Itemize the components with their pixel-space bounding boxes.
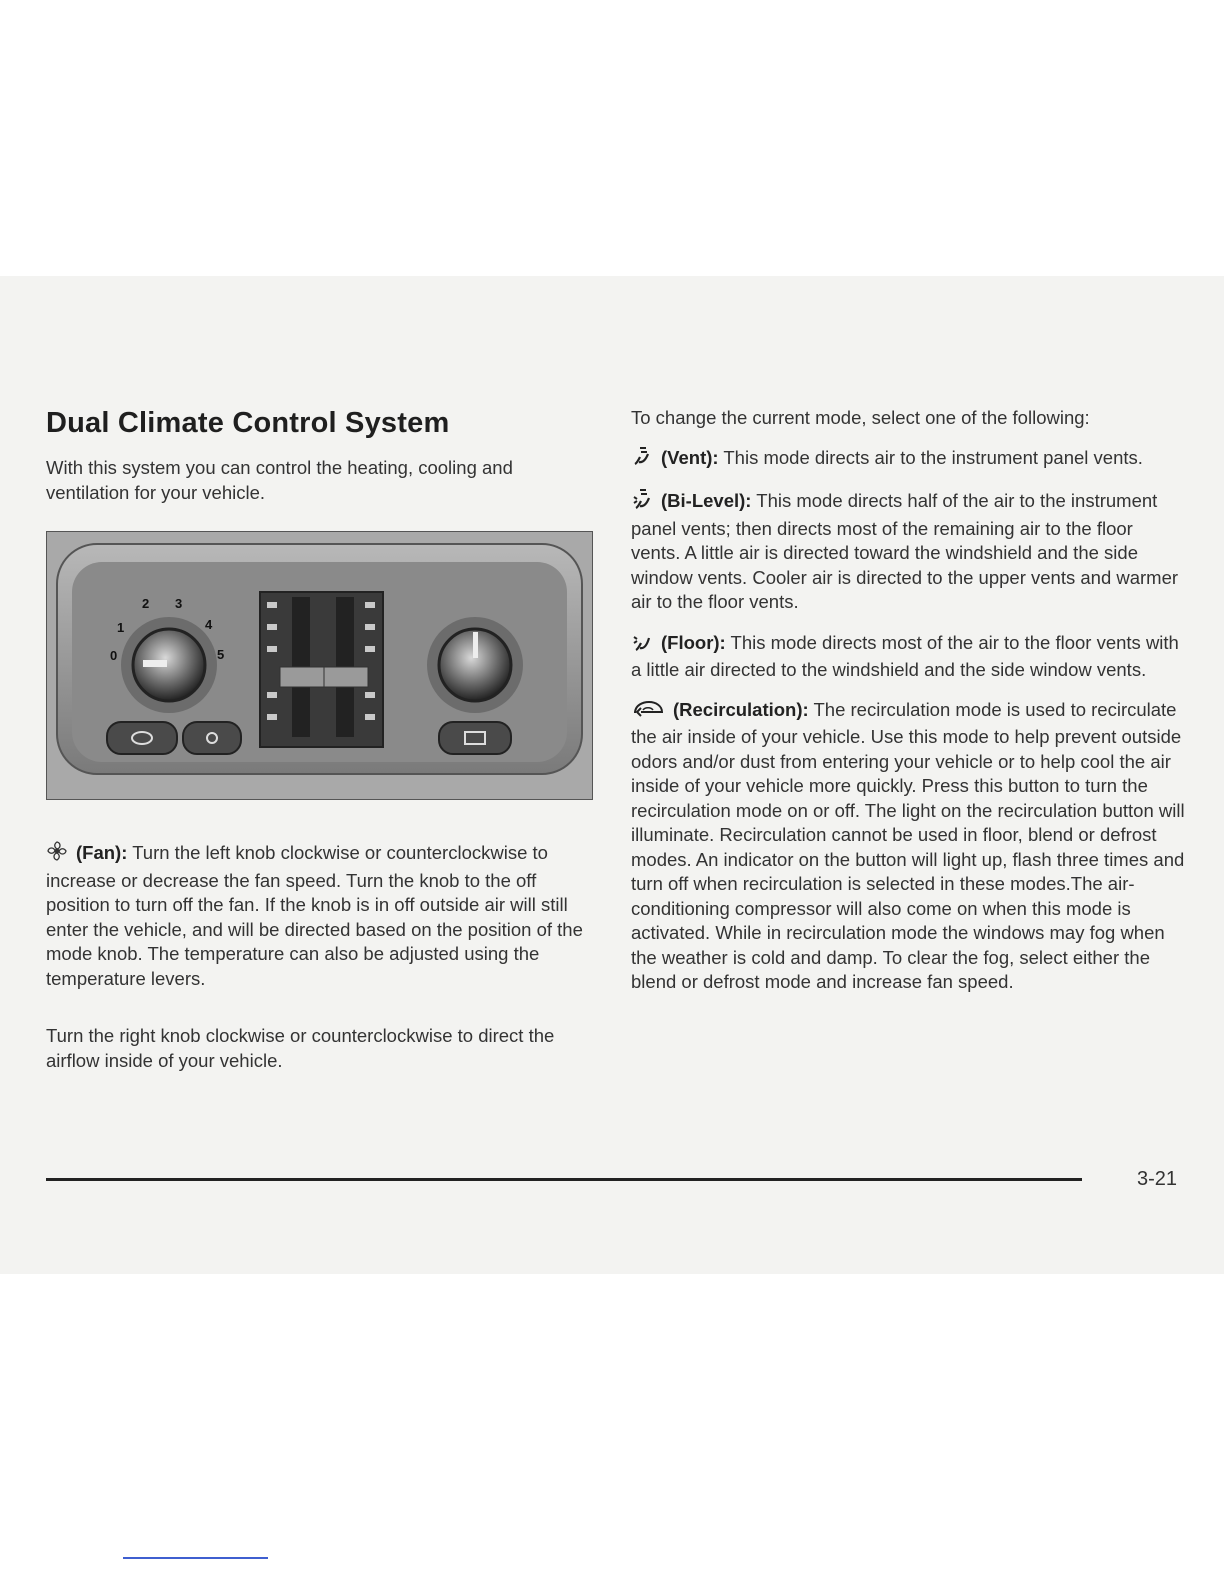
fan-knob-label: 2 — [142, 596, 150, 611]
recirculation-text: The recirculation mode is used to recirculate the air inside of your vehicle. Use this mode to help prevent outside odors and/or dust from entering your vehicle or to help cool the air inside of your vehicle more quickly. Press this button to turn the recirculation mode on or off. The light on the recirculation button will illuminate. Recirculation cannot be used in floor, blend or defrost modes. An indicator on the button will light up, flash three times and turn off when recirculation is selected in these modes.The air-conditioning compressor will also come on when this mode is activated. While in recirculation mode the windows may fog when the weather is cold and damp. To clear the fog, select either the blend or defrost mode and increase fan speed. — [631, 698, 1185, 992]
recirculation-term: (Recirculation): — [673, 698, 809, 720]
bi-level-text: This mode directs half of the air to the instrument panel vents; then directs most of the remaining air to the floor vents. A little air is directed toward the windshield and the side window vents. Cooler air is directed to the upper vents and warmer air to the floor vents. — [631, 490, 1179, 612]
bottom-link-underline — [123, 1557, 268, 1559]
floor-term: (Floor): — [661, 631, 726, 653]
fan-knob-label: 5 — [217, 647, 225, 662]
page-number: 3-21 — [1137, 1168, 1178, 1190]
recirculation-section — [631, 698, 1187, 995]
floor-icon — [631, 630, 653, 659]
vent-icon — [631, 445, 653, 474]
vent-section — [631, 445, 1187, 474]
modes-intro: To change the current mode, select one of the following: — [631, 407, 1090, 428]
fan-text: Turn the left knob clockwise or counterclockwise to increase or decrease the fan speed. Turn the knob to the off position to turn off the fan. If the knob is in off outside air will still enter the vehicle, and will be directed based on the position of the mode knob. The temperature can also be adjusted using the temperature levers. — [46, 842, 583, 989]
vent-term: (Vent): — [661, 446, 719, 468]
fan-knob-label: 0 — [110, 648, 118, 663]
right-knob-text: Turn the right knob clockwise or counterclockwise to direct the airflow inside of your vehicle. — [46, 1025, 555, 1071]
bi-level-term: (Bi-Level): — [661, 490, 752, 511]
bi-level-icon — [631, 488, 653, 517]
right-column — [631, 406, 1187, 995]
fan-knob-label: 1 — [117, 620, 125, 635]
bi-level-section — [631, 488, 1187, 615]
recirculation-icon — [631, 699, 665, 726]
left-column — [46, 400, 594, 505]
mode-knob[interactable] — [427, 617, 523, 713]
ac-button[interactable] — [183, 722, 241, 754]
recirculation-button[interactable] — [107, 722, 177, 754]
floor-text: This mode directs most of the air to the floor vents with a little air directed to the windshield and the side window vents. — [631, 631, 1179, 680]
fan-icon — [46, 840, 68, 869]
fan-knob-label: 3 — [175, 596, 183, 611]
fan-section — [46, 840, 594, 991]
fan-knob[interactable] — [121, 617, 217, 713]
fan-term: (Fan): — [76, 842, 128, 863]
page-title: Dual Climate Control System — [46, 407, 450, 439]
right-knob-section — [46, 1024, 566, 1073]
footer-rule — [46, 1178, 1082, 1181]
floor-section — [631, 630, 1187, 683]
fan-knob-label: 4 — [205, 617, 213, 632]
climate-control-photo — [46, 531, 593, 800]
intro-paragraph: With this system you can control the heating, cooling and ventilation for your vehicle. — [46, 457, 513, 503]
vent-text: This mode directs air to the instrument panel vents. — [723, 446, 1143, 468]
rear-defrost-button[interactable] — [439, 722, 511, 754]
